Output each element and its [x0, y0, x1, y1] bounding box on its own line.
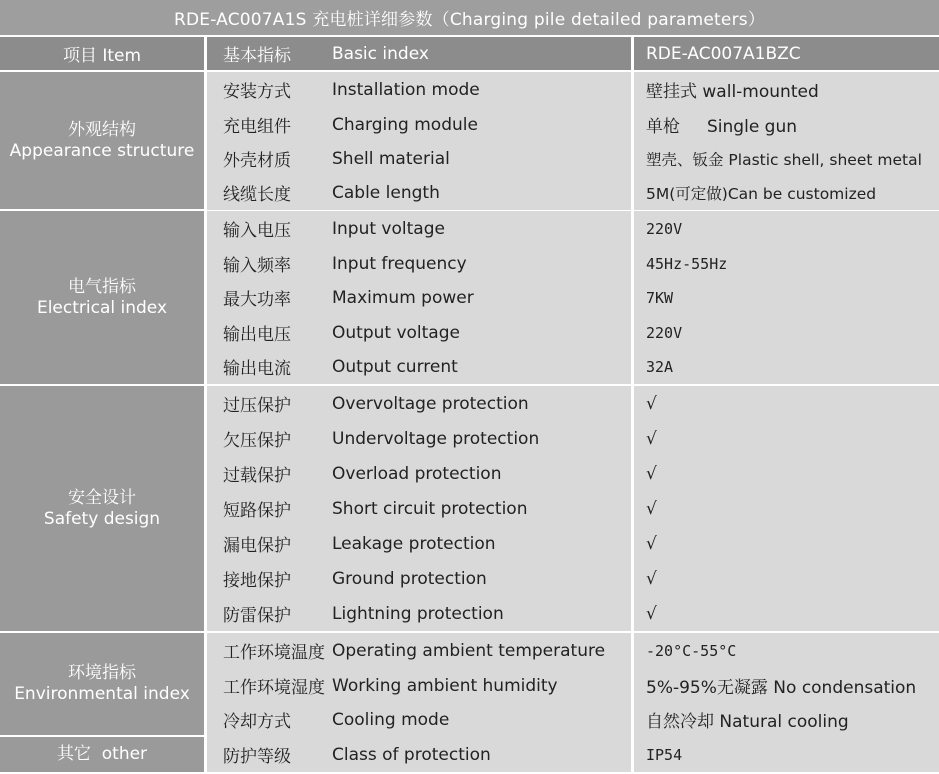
row-value: 45Hz-55Hz: [634, 246, 939, 281]
table-row: [207, 386, 631, 421]
row-label-en: Overvoltage protection: [332, 393, 529, 414]
row-label-zh: 输出电压: [223, 325, 291, 345]
header-basic-zh: 基本指标: [223, 46, 291, 66]
row-label-en: Leakage protection: [332, 533, 496, 554]
check-icon: √: [634, 456, 939, 491]
row-value: 5%-95%无凝露 No condensation: [634, 668, 939, 703]
row-label-en: Operating ambient temperature: [332, 640, 606, 661]
category-en: Environmental index: [14, 684, 190, 704]
header-item: [0, 37, 204, 70]
row-value: 自然冷却 Natural cooling: [634, 702, 939, 737]
category-zh: 其它: [56, 744, 91, 764]
check-icon: √: [634, 526, 939, 561]
row-label-zh: 欠压保护: [223, 431, 291, 451]
table-row: [207, 456, 631, 491]
row-label-en: Overload protection: [332, 463, 502, 484]
category-en: Electrical index: [36, 297, 168, 318]
table-row: [207, 702, 631, 737]
category-en: Safety design: [43, 508, 161, 529]
category-environmental: [0, 633, 204, 735]
category-other: [0, 737, 204, 772]
table-row: [207, 737, 631, 772]
table-row: [207, 175, 631, 210]
row-label-en: Installation mode: [332, 79, 480, 100]
row-label-en: Lightning protection: [332, 603, 504, 624]
category-zh: 外观结构: [68, 119, 136, 140]
row-label-zh: 过载保护: [223, 466, 291, 486]
row-label-en: Short circuit protection: [332, 498, 528, 519]
table-row: [207, 315, 631, 350]
row-value: 5M(可定做)Can be customized: [634, 175, 939, 210]
row-label-en: Class of protection: [332, 744, 491, 765]
row-value: 7KW: [634, 280, 939, 315]
table-row: [207, 72, 631, 107]
row-label-en: Output current: [332, 356, 458, 377]
row-value: 32A: [634, 349, 939, 384]
row-label-en: Working ambient humidity: [332, 675, 558, 696]
row-label-zh: 安装方式: [223, 82, 291, 102]
row-label-en: Shell material: [332, 148, 450, 169]
header-basic-en: Basic index: [332, 43, 429, 64]
category-en: Appearance structure: [9, 140, 195, 161]
row-value: 塑壳、钣金 Plastic shell, sheet metal: [634, 141, 939, 176]
table-row: [207, 596, 631, 631]
row-label-en: Input voltage: [332, 218, 445, 239]
category-zh: 电气指标: [68, 276, 136, 297]
check-icon: √: [634, 421, 939, 456]
row-label-zh: 接地保护: [223, 571, 291, 591]
table-row: [207, 211, 631, 246]
row-value: 220V: [634, 315, 939, 350]
check-icon: √: [634, 561, 939, 596]
category-electrical: [0, 211, 204, 384]
category-appearance: [0, 72, 204, 209]
table-row: [207, 349, 631, 384]
table-row: [207, 526, 631, 561]
row-value: 单枪 Single gun: [634, 107, 939, 142]
category-zh: 安全设计: [68, 487, 136, 508]
header-model: [634, 37, 939, 70]
table-row: [207, 668, 631, 703]
row-label-zh: 冷却方式: [223, 712, 291, 732]
row-label-zh: 工作环境湿度: [223, 678, 325, 698]
table-row: [207, 421, 631, 456]
row-label-zh: 充电组件: [223, 117, 291, 137]
row-label-zh: 防雷保护: [223, 606, 291, 626]
row-value: -20°C-55°C: [634, 633, 939, 668]
table-title: RDE-AC007A1S 充电桩详细参数（Charging pile detailed parameters）: [0, 0, 939, 35]
row-label-zh: 短路保护: [223, 501, 291, 521]
category-safety: [0, 386, 204, 631]
table-row: [207, 561, 631, 596]
table-row: [207, 107, 631, 142]
row-label-zh: 输入频率: [223, 256, 291, 276]
table-row: [207, 246, 631, 281]
row-label-en: Cable length: [332, 182, 440, 203]
row-label-en: Charging module: [332, 114, 478, 135]
row-label-zh: 防护等级: [223, 747, 291, 767]
header-basic-index: [207, 37, 631, 70]
row-label-zh: 最大功率: [223, 290, 291, 310]
check-icon: √: [634, 596, 939, 631]
category-en: other: [101, 744, 148, 764]
row-label-en: Ground protection: [332, 568, 487, 589]
table-row: [207, 633, 631, 668]
row-label-en: Maximum power: [332, 287, 474, 308]
row-value: 壁挂式 wall-mounted: [634, 72, 939, 107]
row-label-zh: 外壳材质: [223, 151, 291, 171]
row-label-en: Output voltage: [332, 322, 460, 343]
row-label-zh: 线缆长度: [223, 185, 291, 205]
row-value: 220V: [634, 211, 939, 246]
row-label-zh: 过压保护: [223, 396, 291, 416]
row-label-zh: 输入电压: [223, 221, 291, 241]
row-label-zh: 工作环境温度: [223, 643, 325, 663]
row-label-en: Undervoltage protection: [332, 428, 540, 449]
row-value: IP54: [634, 737, 939, 772]
row-label-en: Cooling mode: [332, 709, 450, 730]
row-label-en: Input frequency: [332, 253, 467, 274]
check-icon: √: [634, 386, 939, 421]
header-model-label: RDE-AC007A1BZC: [646, 43, 801, 64]
header-item-label: 项目 Item: [62, 46, 142, 66]
table-row: [207, 280, 631, 315]
table-row: [207, 141, 631, 176]
row-label-zh: 漏电保护: [223, 536, 291, 556]
check-icon: √: [634, 491, 939, 526]
category-zh: 环境指标: [68, 663, 136, 683]
row-label-zh: 输出电流: [223, 359, 291, 379]
table-row: [207, 491, 631, 526]
